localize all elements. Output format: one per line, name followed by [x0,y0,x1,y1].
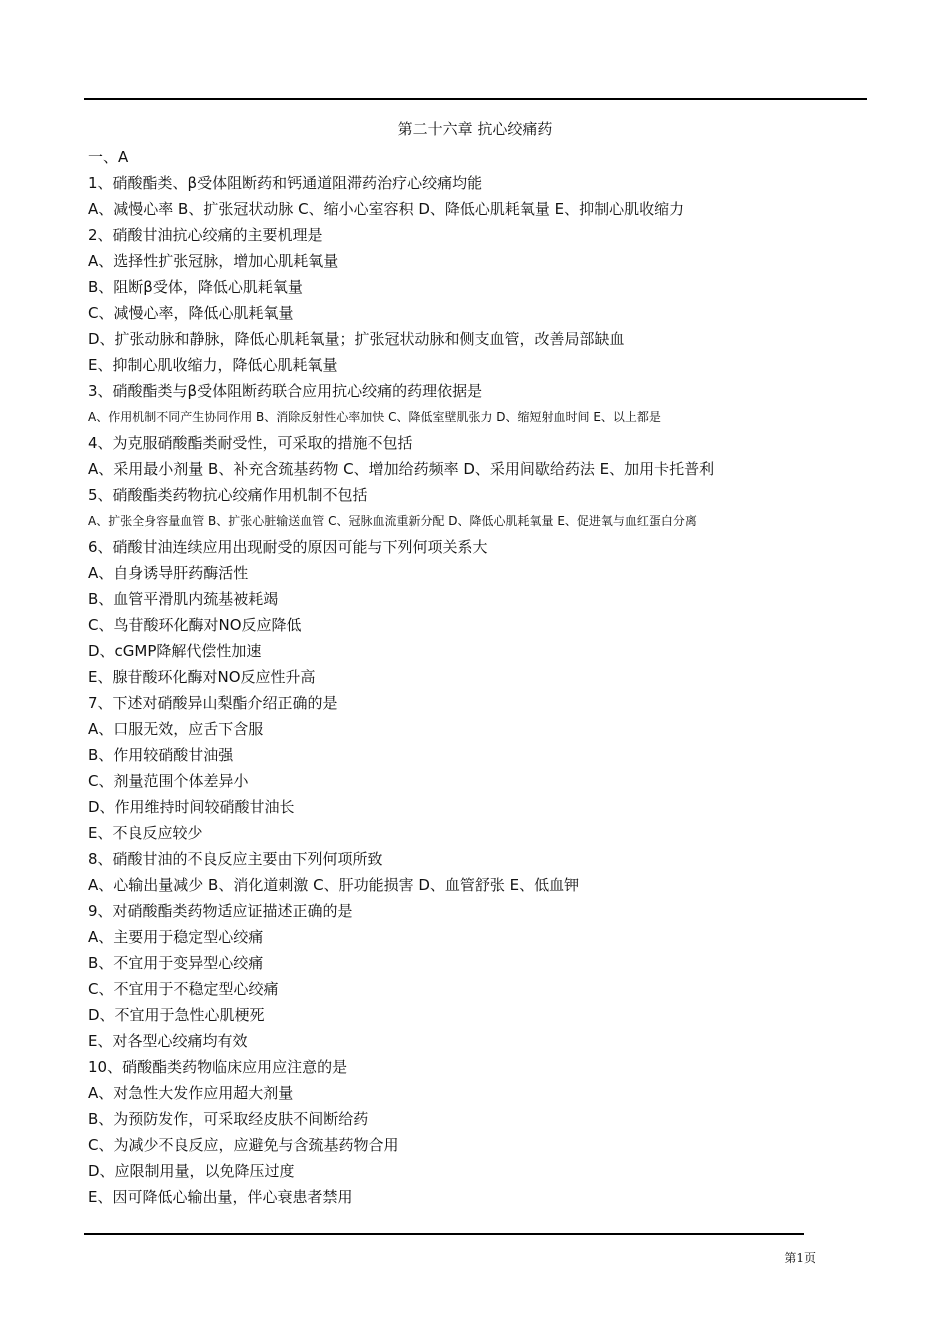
answer-option: E、腺苷酸环化酶对NO反应性升高 [88,668,316,686]
answer-option: C、不宜用于不稳定型心绞痛 [88,980,279,998]
question-stem: 5、硝酸酯类药物抗心绞痛作用机制不包括 [88,486,368,504]
answer-option: A、自身诱导肝药酶活性 [88,564,249,582]
answer-option: A、减慢心率 B、扩张冠状动脉 C、缩小心室容积 D、降低心肌耗氧量 E、抑制心肌收缩力 [88,200,685,218]
answer-option: A、心输出量减少 B、消化道刺激 C、肝功能损害 D、血管舒张 E、低血钾 [88,876,580,894]
answer-option: D、应限制用量，以免降压过度 [88,1162,295,1180]
section-heading: 一、A [88,148,129,166]
answer-option: A、作用机制不同产生协同作用 B、消除反射性心率加快 C、降低室壁肌张力 D、缩短射血时间 E、以上都是 [88,410,661,424]
answer-option: D、扩张动脉和静脉，降低心肌耗氧量；扩张冠状动脉和侧支血管，改善局部缺血 [88,330,625,348]
answer-option: A、采用最小剂量 B、补充含巯基药物 C、增加给药频率 D、采用间歇给药法 E、加用卡托普利 [88,460,715,478]
question-stem: 6、硝酸甘油连续应用出现耐受的原因可能与下列何项关系大 [88,538,488,556]
question-stem: 8、硝酸甘油的不良反应主要由下列何项所致 [88,850,383,868]
chapter-title: 第二十六章 抗心绞痛药 [397,120,553,138]
answer-option: A、对急性大发作应用超大剂量 [88,1084,294,1102]
question-stem: 1、硝酸酯类、β受体阻断药和钙通道阻滞药治疗心绞痛均能 [88,174,483,192]
answer-option: B、作用较硝酸甘油强 [88,746,234,764]
answer-option: A、主要用于稳定型心绞痛 [88,928,264,946]
answer-option: D、cGMP降解代偿性加速 [88,642,262,660]
question-stem: 2、硝酸甘油抗心绞痛的主要机理是 [88,226,323,244]
answer-option: E、抑制心肌收缩力，降低心肌耗氧量 [88,356,338,374]
answer-option: C、剂量范围个体差异小 [88,772,249,790]
answer-option: B、不宜用于变异型心绞痛 [88,954,264,972]
question-stem: 3、硝酸酯类与β受体阻断药联合应用抗心绞痛的药理依据是 [88,382,483,400]
question-stem: 4、为克服硝酸酯类耐受性，可采取的措施不包括 [88,434,413,452]
answer-option: D、不宜用于急性心肌梗死 [88,1006,265,1024]
question-list [88,144,868,1210]
answer-option: B、阻断β受体，降低心肌耗氧量 [88,278,303,296]
answer-option: E、因可降低心输出量，伴心衰患者禁用 [88,1188,353,1206]
footer-rule [84,1233,804,1235]
answer-option: C、减慢心率，降低心肌耗氧量 [88,304,294,322]
answer-option: E、对各型心绞痛均有效 [88,1032,248,1050]
answer-option: C、为减少不良反应，应避免与含巯基药物合用 [88,1136,399,1154]
page-number: 第1页 [784,1251,816,1265]
answer-option: A、扩张全身容量血管 B、扩张心脏输送血管 C、冠脉血流重新分配 D、降低心肌耗氧量 E、促进氧与血红蛋白分离 [88,514,697,528]
answer-option: C、鸟苷酸环化酶对NO反应降低 [88,616,302,634]
answer-option: D、作用维持时间较硝酸甘油长 [88,798,295,816]
question-stem: 9、对硝酸酯类药物适应证描述正确的是 [88,902,353,920]
question-stem: 7、下述对硝酸异山梨酯介绍正确的是 [88,694,338,712]
answer-option: B、为预防发作，可采取经皮肤不间断给药 [88,1110,369,1128]
header-rule [84,98,867,100]
question-stem: 10、硝酸酯类药物临床应用应注意的是 [88,1058,348,1076]
answer-option: A、选择性扩张冠脉，增加心肌耗氧量 [88,252,339,270]
answer-option: B、血管平滑肌内巯基被耗竭 [88,590,279,608]
answer-option: A、口服无效，应舌下含服 [88,720,264,738]
answer-option: E、不良反应较少 [88,824,203,842]
